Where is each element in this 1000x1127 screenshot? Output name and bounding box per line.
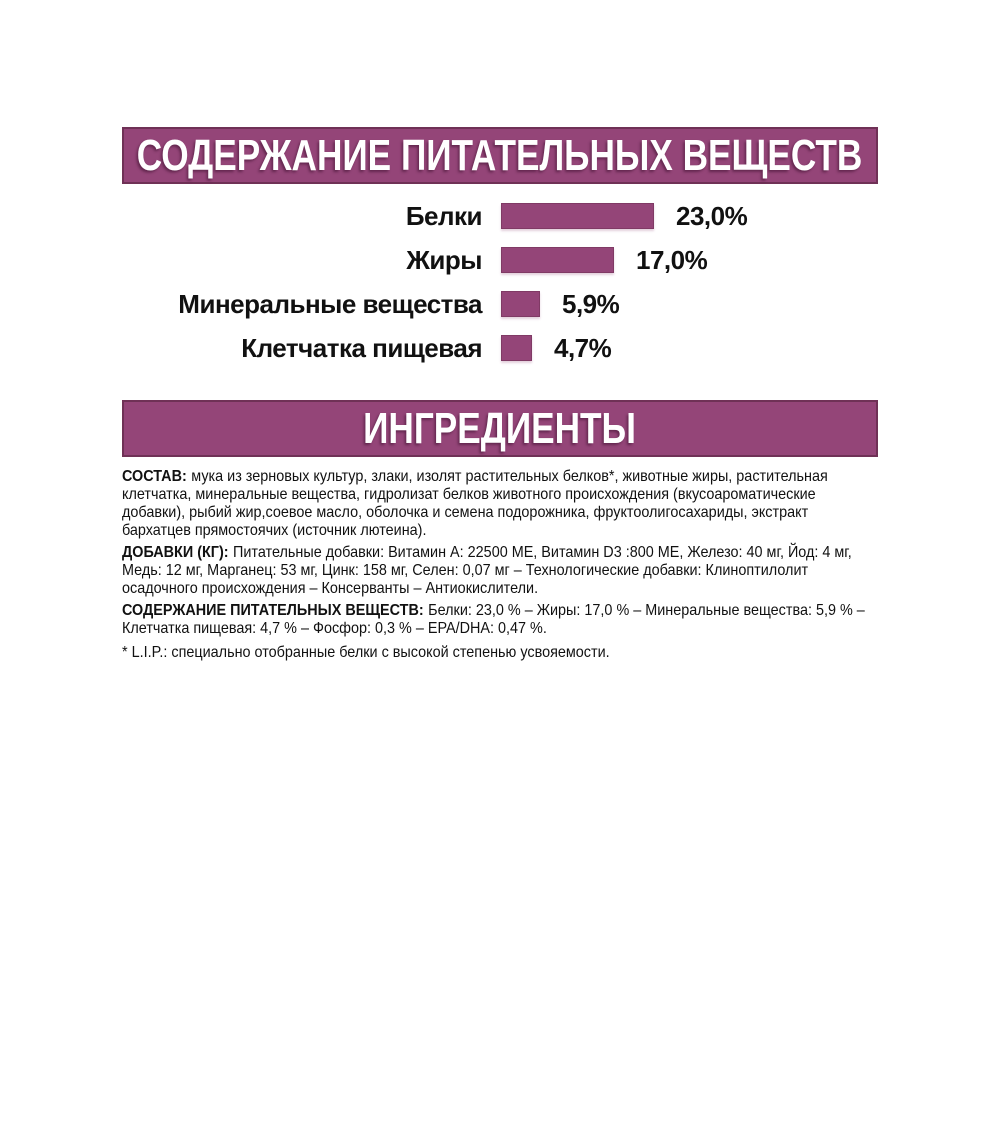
composition-body: мука из зерновых культур, злаки, изолят растительных белков*, животные жиры, растительная клетчатка, минеральные вещества, гидролизат белков животного происхождения (вкусоароматические добавки), рыбий жир,соевое масло, оболочка и семена подорожника, фруктоолигосахариды, экстракт бархатцев прямостоячих (источник лютеина).: [122, 468, 828, 539]
chart-category-label: Белки: [405, 200, 482, 231]
chart-category-label: Клетчатка пищевая: [241, 332, 482, 363]
nutrient-content-paragraph: [122, 602, 878, 638]
nutrition-header-banner: [122, 127, 878, 184]
ingredients-text-block: [122, 468, 878, 662]
chart-value-label: 4,7%: [554, 332, 612, 363]
chart-row: [122, 200, 1000, 231]
chart-value-label: 5,9%: [562, 288, 620, 319]
composition-paragraph: [122, 468, 878, 540]
chart-value-label: 23,0%: [676, 200, 748, 231]
nutrient-bar-chart: [122, 200, 1000, 363]
lip-footnote: * L.I.P.: специально отобранные белки с высокой степенью усвояемости.: [122, 644, 610, 661]
composition-heading: СОСТАВ:: [122, 468, 187, 485]
nutrient-content-body: Белки: 23,0 % – Жиры: 17,0 % – Минеральные вещества: 5,9 % – Клетчатка пищевая: 4,7 % – Фосфор: 0,3 % – EPA/DHA: 0,47 %.: [122, 602, 865, 637]
chart-value-label: 17,0%: [636, 244, 708, 275]
ingredients-header-banner: [122, 400, 878, 457]
additives-body: Питательные добавки: Витамин А: 22500 МЕ, Витамин D3 :800 МЕ, Железо: 40 мг, Йод: 4 мг, Медь: 12 мг, Марганец: 53 мг, Цинк: 158 мг, Селен: 0,07 мг – Технологические добавки: Клиноптилолит осадочного происхождения – Консерванты – Антиокислители.: [122, 544, 852, 597]
chart-bar: [501, 247, 614, 273]
chart-category-label: Жиры: [406, 244, 482, 275]
nutrition-info-panel: [0, 127, 1000, 1127]
additives-heading: ДОБАВКИ (КГ):: [122, 544, 229, 561]
chart-row: [122, 244, 1000, 275]
ingredients-header-title: ИНГРЕДИЕНТЫ: [363, 403, 637, 453]
chart-category-label: Минеральные вещества: [178, 288, 482, 319]
nutrition-header-title: СОДЕРЖАНИЕ ПИТАТЕЛЬНЫХ ВЕЩЕСТВ: [137, 130, 863, 180]
chart-bar: [501, 291, 540, 317]
chart-bar: [501, 203, 654, 229]
chart-row: [122, 288, 1000, 319]
additives-paragraph: [122, 544, 878, 598]
nutrient-content-heading: СОДЕРЖАНИЕ ПИТАТЕЛЬНЫХ ВЕЩЕСТВ:: [122, 602, 424, 619]
chart-row: [122, 332, 1000, 363]
chart-bar: [501, 335, 532, 361]
